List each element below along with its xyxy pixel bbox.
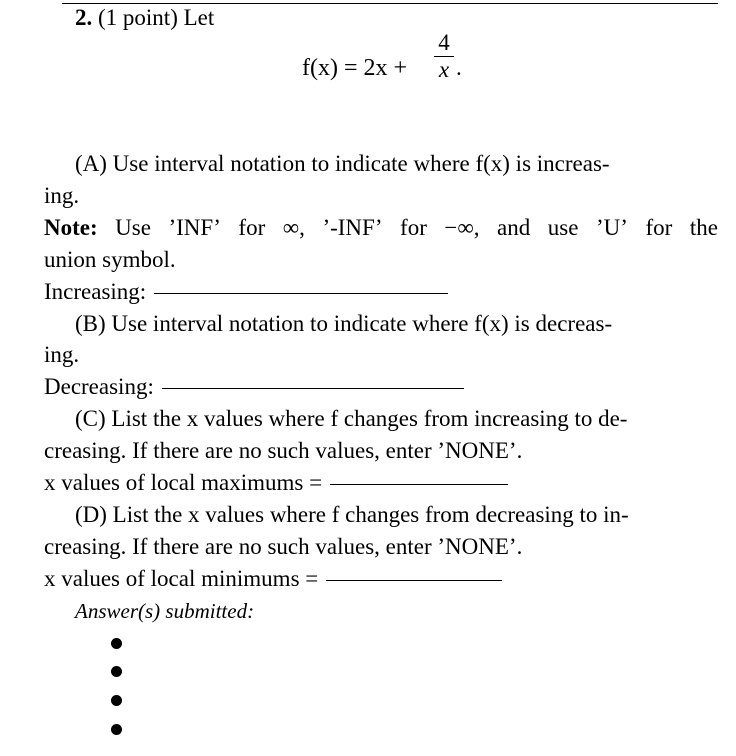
- local-min-answer-blank[interactable]: [326, 580, 502, 581]
- problem-points: (1 point) Let: [98, 5, 215, 30]
- note-label: Note:: [44, 215, 98, 240]
- part-d-line2: creasing. If there are no such values, enter ’NONE’.: [44, 534, 523, 559]
- formula-lhs: f(x) = 2x +: [302, 55, 408, 81]
- part-b-line2: ing.: [44, 342, 80, 367]
- part-a-line1: (A) Use interval notation to indicate where f(x) is increas-: [75, 151, 610, 176]
- answer-bullet: [111, 638, 122, 649]
- part-b-line1: (B) Use interval notation to indicate where f(x) is decreas-: [75, 311, 613, 336]
- answer-bullet: [111, 666, 122, 677]
- local-min-row: [44, 565, 502, 593]
- decreasing-answer-blank[interactable]: [162, 388, 464, 389]
- local-max-answer-blank[interactable]: [330, 484, 508, 485]
- answer-bullet: [111, 695, 122, 706]
- increasing-answer-blank[interactable]: [154, 293, 448, 294]
- local-max-label: x values of local maximums =: [44, 470, 323, 495]
- problem-number: 2.: [75, 5, 93, 30]
- note-line1: Note: Use ’INF’ for ∞, ’-INF’ for −∞, and use ’U’ for the: [44, 215, 718, 240]
- formula-period: .: [456, 55, 462, 80]
- answers-submitted-label: Answer(s) submitted:: [75, 599, 255, 623]
- increasing-row: [44, 278, 448, 306]
- part-d-line1: (D) List the x values where f changes from decreasing to in-: [75, 502, 629, 527]
- local-max-row: [44, 469, 508, 497]
- part-c-line2: creasing. If there are no such values, enter ’NONE’.: [44, 438, 523, 463]
- local-min-label: x values of local minimums =: [44, 566, 319, 591]
- formula-fraction: [433, 30, 455, 83]
- decreasing-row: [44, 373, 464, 401]
- part-a-line2: ing.: [44, 183, 80, 208]
- decreasing-label: Decreasing:: [44, 374, 154, 399]
- increasing-label: Increasing:: [44, 279, 147, 304]
- formula-denominator: x: [438, 57, 450, 82]
- formula-numerator: 4: [438, 30, 450, 55]
- answer-bullet: [111, 724, 122, 735]
- problem-header: [75, 4, 214, 32]
- note-line2: union symbol.: [44, 247, 176, 272]
- part-c-line1: (C) List the x values where f changes from increasing to de-: [75, 406, 628, 431]
